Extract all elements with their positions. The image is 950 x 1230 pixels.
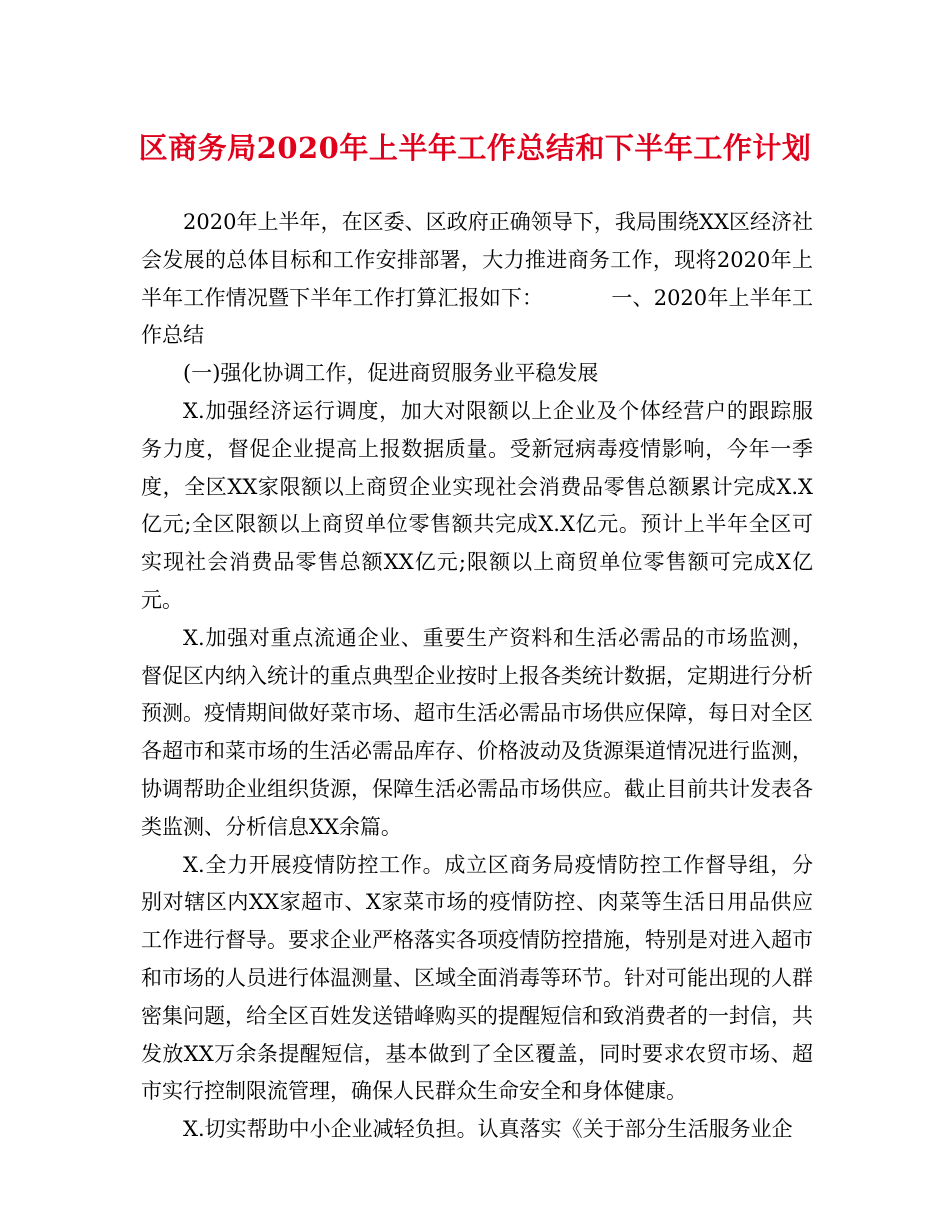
body-paragraph: X.加强经济运行调度，加大对限额以上企业及个体经营户的跟踪服务力度，督促企业提高上报数据质量。受新冠病毒疫情影响，今年一季度，全区XX家限额以上商贸企业实现社会消费品零售总额累计完成X.X亿元;全区限额以上商贸单位零售额共完成X.X亿元。预计上半年全区可实现社会消费品零售总额XX亿元;限额以上商贸单位零售额可完成X亿元。 — [141, 398, 813, 612]
body-paragraph: X.加强对重点流通企业、重要生产资料和生活必需品的市场监测，督促区内纳入统计的重点典型企业按时上报各类统计数据，定期进行分析预测。疫情期间做好菜市场、超市生活必需品市场供应保障，每日对全区各超市和菜市场的生活必需品库存、价格波动及货源渠道情况进行监测，协调帮助企业组织货源，保障生活必需品市场供应。截止目前共计发表各类监测、分析信息XX余篇。 — [141, 625, 813, 839]
subsection-heading: (一)强化协调工作，促进商贸服务业平稳发展 — [183, 361, 599, 386]
body-paragraph: X.全力开展疫情防控工作。成立区商务局疫情防控工作督导组，分别对辖区内XX家超市、X家菜市场的疫情防控、肉菜等生活日用品供应工作进行督导。要求企业严格落实各项疫情防控措施，特别是对进入超市和市场的人员进行体温测量、区域全面消毒等环节。针对可能出现的人群密集问题，给全区百姓发送错峰购买的提醒短信和致消费者的一封信，共发放XX万余条提醒短信，基本做到了全区覆盖，同时要求农贸市场、超市实行控制限流管理，确保人民群众生命安全和身体健康。 — [141, 852, 813, 1104]
document-title: 区商务局2020年上半年工作总结和下半年工作计划 — [138, 131, 812, 165]
section-heading: 一、2020年上半年工作总结 — [141, 285, 813, 348]
intro-text: 2020年上半年，在区委、区政府正确领导下，我局围绕XX区经济社会发展的总体目标和工作安排部署，大力推进商务工作，现将2020年上半年工作情况暨下半年工作打算汇报如下： — [141, 210, 813, 310]
intro-paragraph — [141, 204, 813, 355]
document-body — [141, 204, 813, 1149]
body-paragraph: X.切实帮助中小企业减轻负担。认真落实《关于部分生活服务业企 — [183, 1117, 793, 1142]
